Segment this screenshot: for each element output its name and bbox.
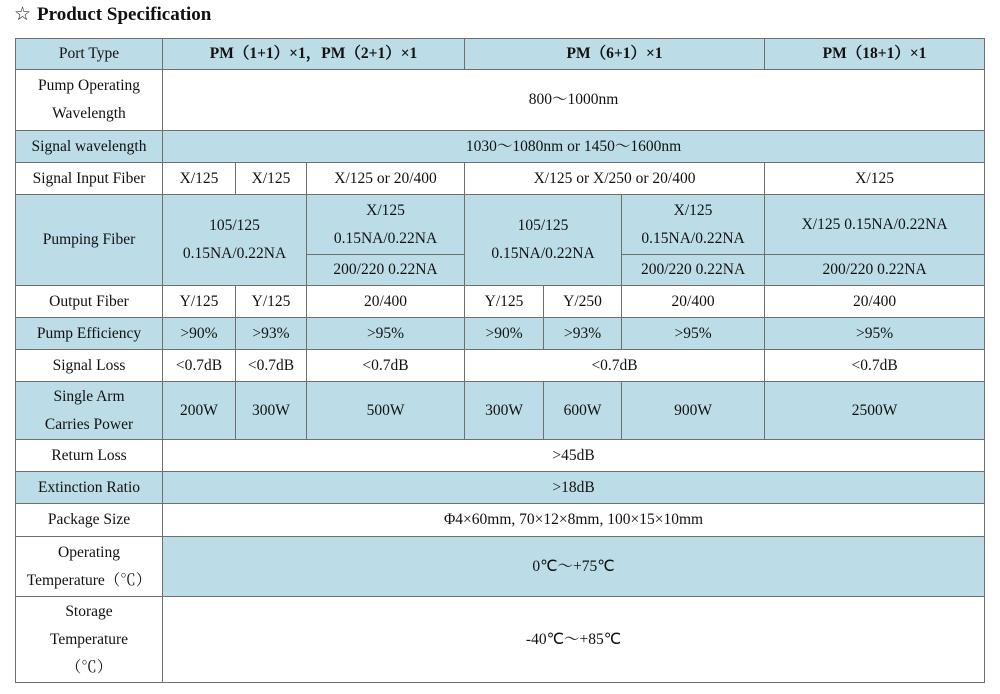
table-cell: <0.7dB [765, 350, 985, 382]
page-title [14, 3, 211, 27]
table-cell: 105/125 0.15NA/0.22NA [163, 195, 307, 286]
row-label: Single Arm Carries Power [16, 382, 163, 440]
table-cell: 300W [236, 382, 307, 440]
table-cell: >93% [236, 318, 307, 350]
table-cell: Y/125 [465, 286, 544, 318]
table-cell: >93% [544, 318, 622, 350]
table-cell: >45dB [163, 440, 985, 472]
row-label: Signal Input Fiber [16, 163, 163, 195]
table-row [16, 39, 985, 70]
table-cell: Φ4×60mm, 70×12×8mm, 100×15×10mm [163, 504, 985, 537]
row-label: Storage Temperature （℃） [16, 597, 163, 683]
row-label: Signal Loss [16, 350, 163, 382]
header-port-type: Port Type [16, 39, 163, 70]
table-cell: 800～1000nm [163, 70, 985, 131]
spec-table [15, 38, 985, 683]
table-row [16, 537, 985, 597]
table-row [16, 318, 985, 350]
table-cell: Y/250 [544, 286, 622, 318]
table-cell: >95% [622, 318, 765, 350]
row-label: Output Fiber [16, 286, 163, 318]
table-cell: X/125 0.15NA/0.22NA [307, 195, 465, 255]
header-col-1: PM（1+1）×1，PM（2+1）×1 [163, 39, 465, 70]
table-cell: 2500W [765, 382, 985, 440]
table-row [16, 597, 985, 683]
table-row [16, 163, 985, 195]
table-cell: X/125 [765, 163, 985, 195]
row-label: Pump Operating Wavelength [16, 70, 163, 131]
table-cell: >95% [765, 318, 985, 350]
table-row [16, 504, 985, 537]
page-title-text: Product Specification [37, 4, 212, 25]
table-cell: <0.7dB [236, 350, 307, 382]
star-icon: ☆ [14, 4, 32, 25]
table-row [16, 195, 985, 255]
table-cell: 200W [163, 382, 236, 440]
table-cell: >90% [465, 318, 544, 350]
table-cell: 105/125 0.15NA/0.22NA [465, 195, 622, 286]
table-cell: 20/400 [307, 286, 465, 318]
table-cell: X/125 or 20/400 [307, 163, 465, 195]
table-row [16, 382, 985, 440]
table-cell: Y/125 [236, 286, 307, 318]
row-label: Package Size [16, 504, 163, 537]
table-row [16, 440, 985, 472]
table-cell: -40℃～+85℃ [163, 597, 985, 683]
table-row [16, 286, 985, 318]
table-cell: X/125 or X/250 or 20/400 [465, 163, 765, 195]
table-cell: 600W [544, 382, 622, 440]
table-cell: 200/220 0.22NA [622, 255, 765, 286]
table-cell: X/125 [163, 163, 236, 195]
table-cell: 500W [307, 382, 465, 440]
table-cell: <0.7dB [163, 350, 236, 382]
table-cell: <0.7dB [307, 350, 465, 382]
table-cell: 0℃～+75℃ [163, 537, 985, 597]
table-row [16, 70, 985, 131]
table-cell: X/125 0.15NA/0.22NA [622, 195, 765, 255]
row-label: Extinction Ratio [16, 472, 163, 504]
table-cell: 20/400 [765, 286, 985, 318]
row-label: Operating Temperature（℃） [16, 537, 163, 597]
table-cell: 300W [465, 382, 544, 440]
row-label: Signal wavelength [16, 131, 163, 163]
row-label: Pump Efficiency [16, 318, 163, 350]
table-cell: 200/220 0.22NA [765, 255, 985, 286]
table-cell: 900W [622, 382, 765, 440]
table-cell: >95% [307, 318, 465, 350]
row-label: Return Loss [16, 440, 163, 472]
header-col-2: PM（6+1）×1 [465, 39, 765, 70]
table-cell: X/125 0.15NA/0.22NA [765, 195, 985, 255]
table-row [16, 350, 985, 382]
table-cell: Y/125 [163, 286, 236, 318]
table-cell: 20/400 [622, 286, 765, 318]
table-cell: 200/220 0.22NA [307, 255, 465, 286]
header-col-3: PM（18+1）×1 [765, 39, 985, 70]
table-cell: X/125 [236, 163, 307, 195]
table-cell: >18dB [163, 472, 985, 504]
table-cell: <0.7dB [465, 350, 765, 382]
table-row [16, 472, 985, 504]
table-cell: 1030～1080nm or 1450～1600nm [163, 131, 985, 163]
table-row [16, 131, 985, 163]
row-label: Pumping Fiber [16, 195, 163, 286]
table-cell: >90% [163, 318, 236, 350]
